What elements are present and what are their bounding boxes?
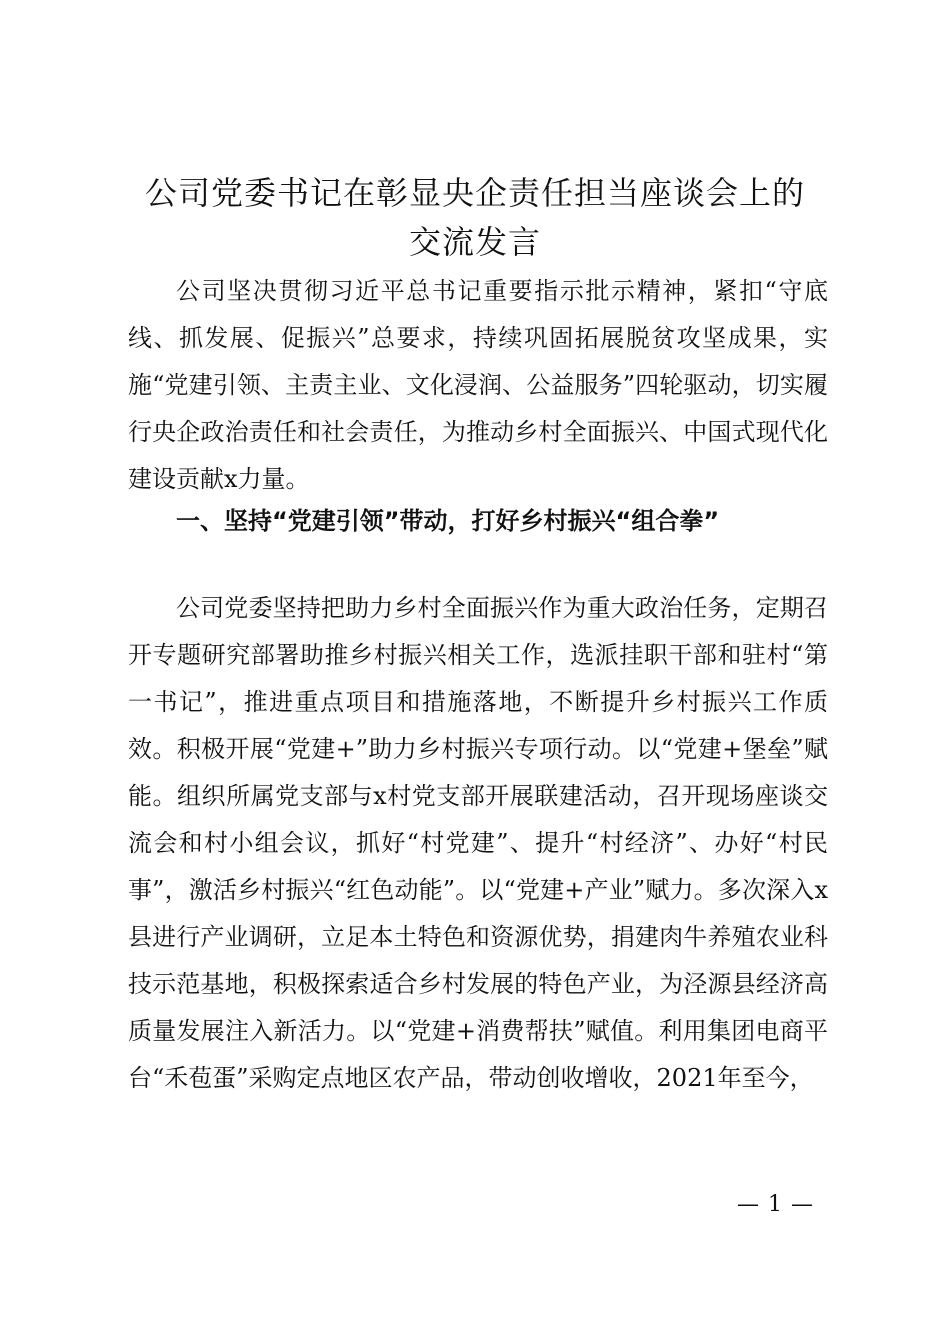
document-title-line-2: 交流发言 bbox=[408, 223, 541, 261]
document-title-line-1: 公司党委书记在彰显央企责任担当座谈会上的 bbox=[144, 174, 805, 212]
section-1-paragraph: 公司党委坚持把助力乡村全面振兴作为重大政治任务，定期召开专题研究部署助推乡村振兴相关工作，选派挂职干部和驻村“第一书记”，推进重点项目和措施落地，不断提升乡村振兴工作质效。积极开展“党建+”助力乡村振兴专项行动。以“党建+堡垒”赋能。组织所属党支部与x村党支部开展联建活动，召开现场座谈交流会和村小组会议，抓好“村党建”、提升“村经济”、办好“村民事”，激活乡村振兴“红色动能”。以“党建+产业”赋力。多次深入x县进行产业调研，立足本土特色和资源优势，捐建肉牛养殖农业科技示范基地，积极探索适合乡村发展的特色产业，为泾源县经济高质量发展注入新活力。以“党建+消费帮扶”赋值。利用集团电商平台“禾苞蛋”采购定点地区农产品，带动创收增收，2021年至今， bbox=[128, 594, 828, 1092]
intro-paragraph: 公司坚决贯彻习近平总书记重要指示批示精神，紧扣“守底线、抓发展、促振兴”总要求，持续巩固拓展脱贫攻坚成果，实施“党建引领、主责主业、文化浸润、公益服务”四轮驱动，切实履行央企政治责任和社会责任，为推动乡村全面振兴、中国式现代化建设贡献x力量。 bbox=[128, 277, 828, 493]
page-number: — 1 — bbox=[737, 1192, 814, 1217]
section-heading-1: 一、坚持“党建引领”带动，打好乡村振兴“组合拳” bbox=[176, 507, 720, 535]
